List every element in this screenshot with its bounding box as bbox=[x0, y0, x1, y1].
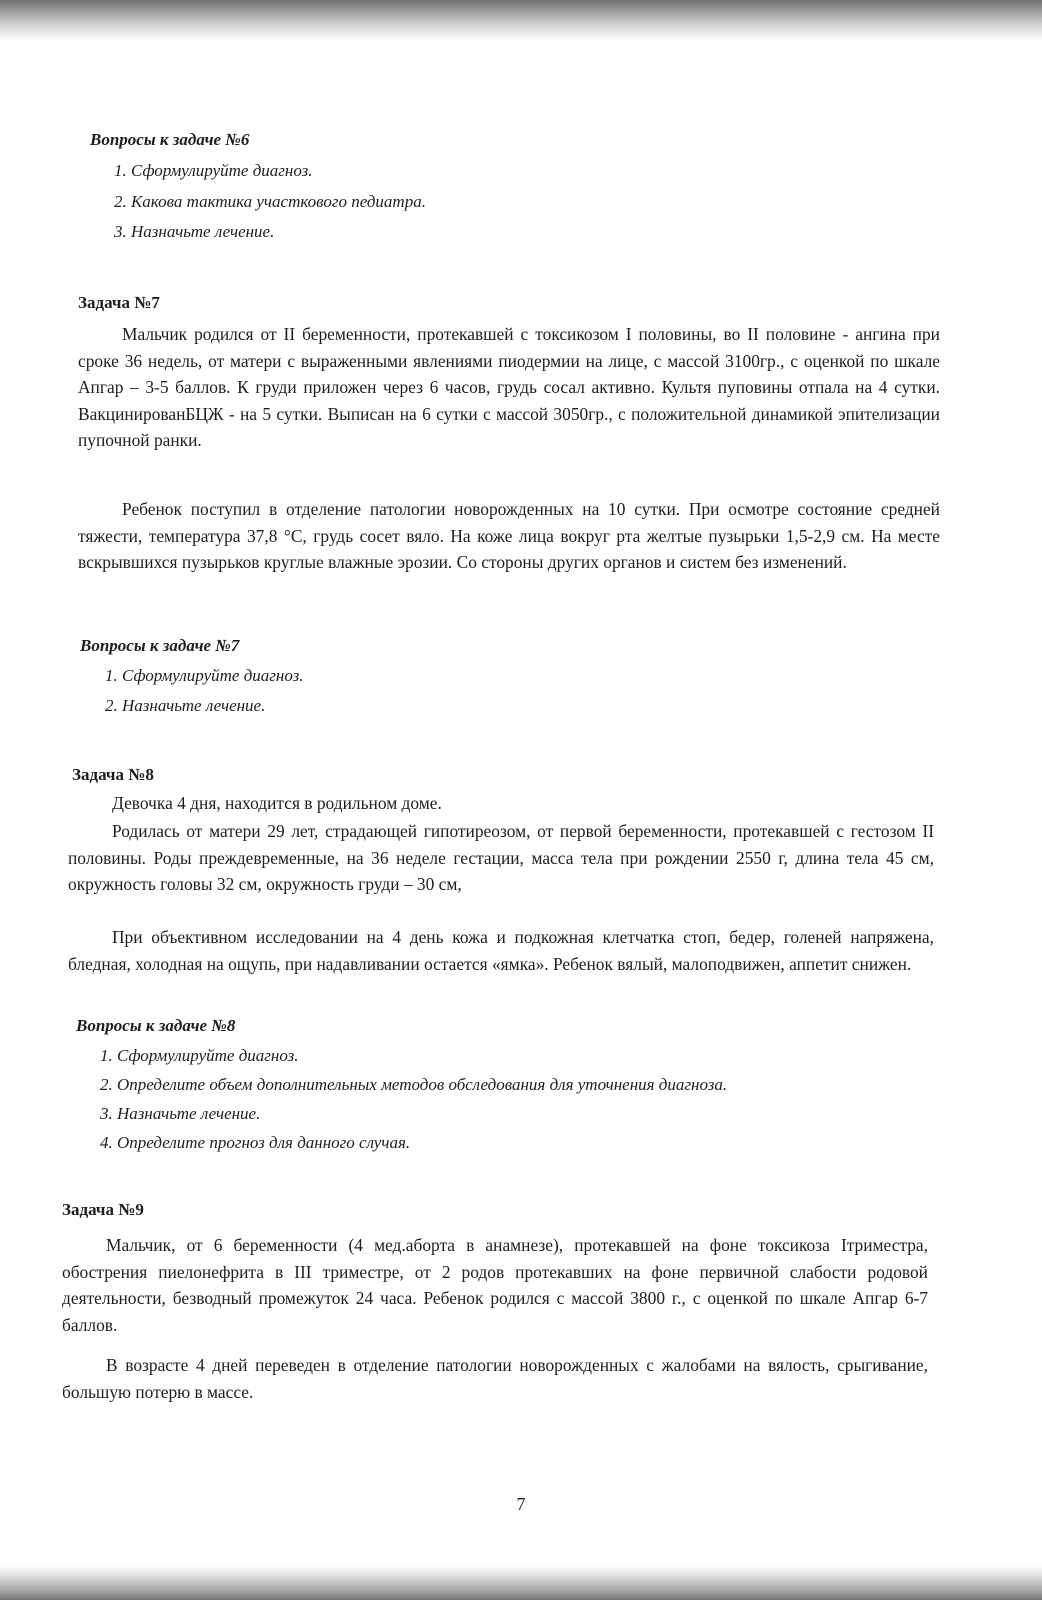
task7-paragraph-1: Мальчик родился от II беременности, протекавшей с токсикозом I половины, во II половине - ангина при сроке 36 недель, от матери с выраженными явлениями пиодермии на лице, с массой 3100гр., с оценкой по шкале Апгар – 3-5 баллов. К груди приложен через 6 часов, грудь сосал активно. Культя пуповины отпала на 4 сутки. ВакцинированБЦЖ - на 5 сутки. Выписан на 6 сутки с массой 3050гр., с положительной динамикой эпителизации пупочной ранки. bbox=[78, 324, 940, 450]
question-6-2: 2. Какова тактика участкового педиатра. bbox=[114, 192, 426, 211]
question-6-3: 3. Назначьте лечение. bbox=[114, 222, 275, 241]
task-title-7: Задача №7 bbox=[78, 293, 160, 312]
question-7-2: 2. Назначьте лечение. bbox=[105, 696, 266, 715]
question-8-4: 4. Определите прогноз для данного случая. bbox=[100, 1133, 411, 1152]
question-8-1: 1. Сформулируйте диагноз. bbox=[100, 1046, 299, 1065]
page-number: 7 bbox=[516, 1494, 526, 1514]
task9-paragraph-1: Мальчик, от 6 беременности (4 мед.аборта в анамнезе), протекавшей на фоне токсикоза Iтриместра, обострения пиелонефрита в III триместре, от 2 родов протекавших на фоне первичной слабости родовой деятельности, безводный промежуток 24 часа. Ребенок родился с массой 3800 г., с оценкой по шкале Апгар 6-7 баллов. bbox=[62, 1235, 928, 1335]
questions-title-6: Вопросы к задаче №6 bbox=[90, 130, 250, 149]
task9-paragraph-2: В возрасте 4 дней переведен в отделение патологии новорожденных с жалобами на вялость, срыгивание, большую потерю в массе. bbox=[62, 1355, 928, 1402]
task-title-8: Задача №8 bbox=[72, 765, 154, 784]
question-6-1: 1. Сформулируйте диагноз. bbox=[114, 161, 313, 180]
task7-paragraph-2: Ребенок поступил в отделение патологии новорожденных на 10 сутки. При осмотре состояние средней тяжести, температура 37,8 °С, грудь сосет вяло. На коже лица вокруг рта желтые пузырьки 1,5-2,9 см. На месте вскрывшихся пузырьков круглые влажные эрозии. Со стороны других органов и систем без изменений. bbox=[78, 499, 940, 572]
question-8-2: 2. Определите объем дополнительных методов обследования для уточнения диагноза. bbox=[100, 1075, 728, 1094]
scan-bottom-edge bbox=[0, 1566, 1042, 1600]
question-7-1: 1. Сформулируйте диагноз. bbox=[105, 666, 304, 685]
question-8-3: 3. Назначьте лечение. bbox=[100, 1104, 261, 1123]
task8-paragraph-1: Девочка 4 дня, находится в родильном доме. bbox=[112, 793, 442, 813]
task8-paragraph-2: Родилась от матери 29 лет, страдающей гипотиреозом, от первой беременности, протекавшей с гестозом II половины. Роды преждевременные, на 36 неделе гестации, масса тела при рождении 2550 г, длина тела 45 см, окружность головы 32 см, окружность груди – 30 см, bbox=[68, 821, 934, 894]
questions-title-7: Вопросы к задаче №7 bbox=[80, 636, 240, 655]
task-title-9: Задача №9 bbox=[62, 1200, 144, 1219]
task8-paragraph-3: При объективном исследовании на 4 день кожа и подкожная клетчатка стоп, бедер, голеней напряжена, бледная, холодная на ощупь, при надавливании остается «ямка». Ребенок вялый, малоподвижен, аппетит снижен. bbox=[68, 927, 934, 974]
questions-title-8: Вопросы к задаче №8 bbox=[76, 1016, 236, 1035]
